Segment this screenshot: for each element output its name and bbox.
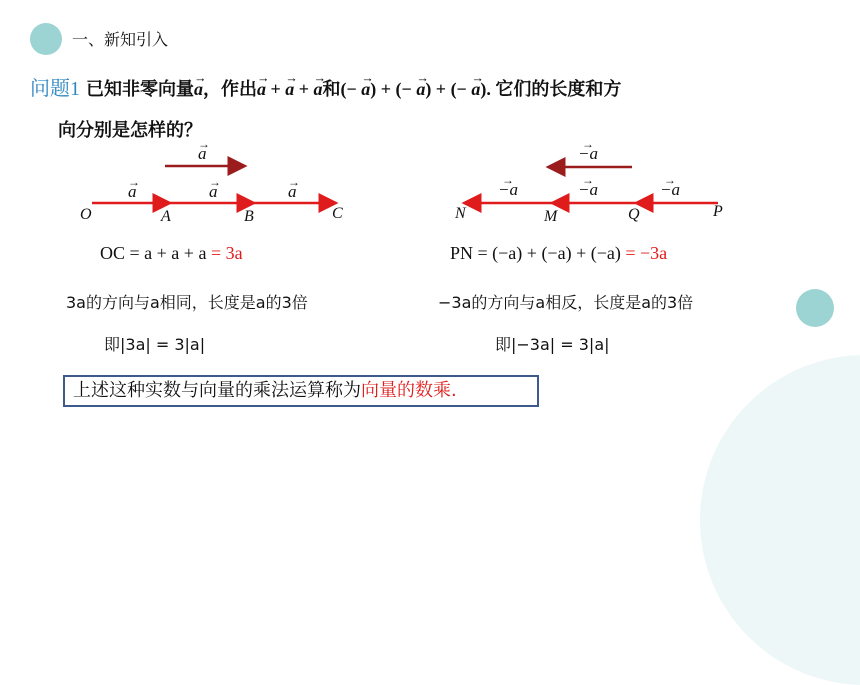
left-equation bbox=[100, 243, 243, 264]
question-line-1: 问题1 已知非零向量→ a，作出→ a + → a + → a和(− → a) + (− → a) + (− → a). 它们的长度和方 bbox=[30, 72, 621, 101]
left-top-vector-label: → a bbox=[198, 144, 207, 164]
right-equation-rhs: = −3a bbox=[625, 243, 668, 263]
left-segment-label-2: → a bbox=[209, 182, 218, 202]
left-conclusion: 即|3a| = 3|a| bbox=[104, 335, 206, 354]
right-segment-label-3: → −a bbox=[660, 180, 680, 200]
summary-highlight: 向量的数乘. bbox=[361, 380, 457, 401]
question-label: 问题1 bbox=[30, 78, 80, 100]
point-P: P bbox=[713, 203, 723, 220]
left-segment-label-3: → a bbox=[288, 182, 297, 202]
section-title: 一、新知引入 bbox=[72, 30, 169, 49]
left-equation-rhs: = 3a bbox=[210, 243, 243, 263]
question-line-2: 向分别是怎样的？ bbox=[58, 120, 202, 141]
point-B: B bbox=[244, 208, 254, 225]
summary-box bbox=[63, 375, 539, 407]
right-equation bbox=[450, 243, 667, 264]
right-segment-label-1: → −a bbox=[498, 180, 518, 200]
summary-text: 上述这种实数与向量的乘法运算称为 bbox=[73, 380, 361, 401]
right-conclusion: 即|−3a| = 3|a| bbox=[495, 335, 610, 354]
left-equation-lhs: OC = a + a + a bbox=[100, 243, 207, 263]
right-top-vector-label: → −a bbox=[578, 144, 598, 164]
left-statement: 3a的方向与a相同，长度是a的3倍 bbox=[66, 293, 308, 312]
point-O: O bbox=[80, 206, 92, 223]
right-equation-lhs: PN = (−a) + (−a) + (−a) bbox=[450, 243, 621, 263]
right-statement: −3a的方向与a相反，长度是a的3倍 bbox=[438, 293, 694, 312]
point-M: M bbox=[544, 208, 558, 225]
point-Q: Q bbox=[628, 206, 640, 223]
point-C: C bbox=[332, 205, 343, 222]
point-A: A bbox=[161, 208, 171, 225]
right-segment-label-2: → −a bbox=[578, 180, 598, 200]
left-segment-label-1: → a bbox=[128, 182, 137, 202]
point-N: N bbox=[455, 205, 466, 222]
